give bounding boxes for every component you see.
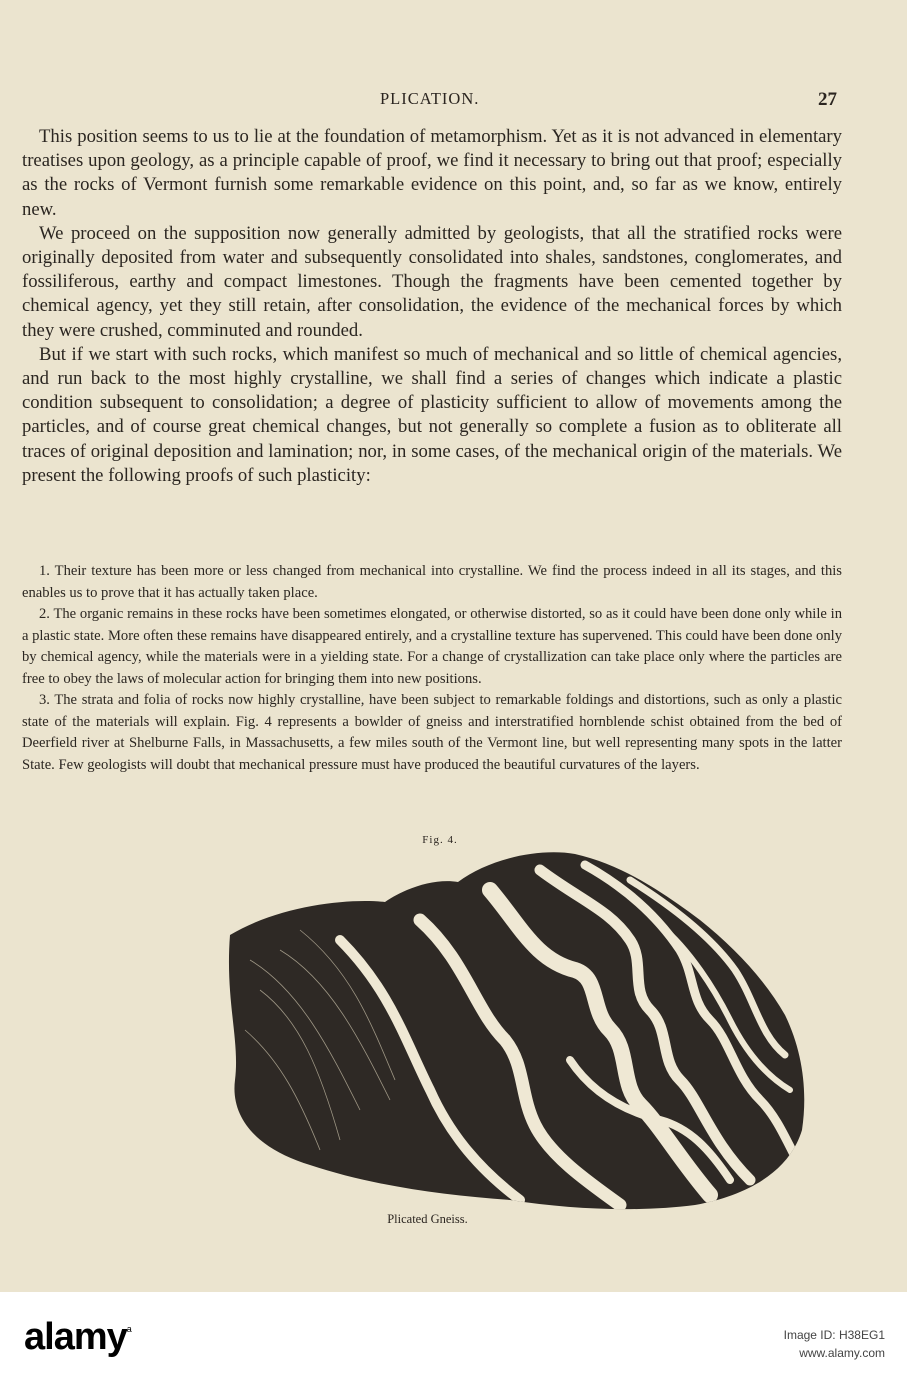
body-text [22, 125, 842, 488]
image-id: Image ID: H38EG1 [783, 1328, 885, 1342]
site-url: www.alamy.com [799, 1346, 885, 1360]
paragraph: We proceed on the supposition now generally admitted by geologists, that all the stratified rocks were originally deposited from water and subsequently consolidated into shales, sandstones, conglomerates, and fossiliferous, earthy and compact limestones. Though the fragments have been cemented together by chemical agency, yet they still retain, after consolidation, the evidence of the mechanical forces by which they were crushed, comminuted and rounded. [22, 222, 842, 341]
watermark-footer [0, 1292, 907, 1390]
paragraph: But if we start with such rocks, which manifest so much of mechanical and so little of chemical agencies, and run back to the most highly crystalline, we shall find a series of changes which indicate a plastic condition subsequent to consolidation; a degree of plasticity sufficient to allow of movements among the particles, and of course great chemical changes, but not generally so complete a fusion as to obliterate all traces of original deposition and lamination; nor, in some cases, of the mechanical origin of the materials. We present the following proofs of such plasticity: [22, 343, 842, 486]
alamy-logo-mark: a [126, 1324, 131, 1334]
alamy-logo-text: alamy [24, 1316, 127, 1358]
list-item: 1. Their texture has been more or less changed from mechanical into crystalline. We find the process indeed in all its stages, and this enables us to prove that it has actually taken place. [22, 563, 842, 601]
plicated-gneiss-illustration [190, 850, 830, 1210]
alamy-logo [24, 1316, 131, 1359]
figure-caption: Plicated Gneiss. [387, 1212, 468, 1226]
list-item: 2. The organic remains in these rocks have been sometimes elongated, or otherwise distorted, so as it could have been done only while in a plastic state. More often these remains have disappeared entirely, and a crystalline texture has supervened. This could have been done only by chemical agency, while the materials were in a yielding state. For a change of crystallization can take place only where the particles are free to obey the laws of molecular action for bringing them into new positions. [22, 606, 842, 687]
page-number: 27 [818, 89, 837, 110]
paragraph: This position seems to us to lie at the foundation of metamorphism. Yet as it is not advanced in elementary treatises upon geology, as a principle capable of proof, we find it necessary to bring out that proof; especially as the rocks of Vermont furnish some remarkable evidence on this point, and, so far as we know, entirely new. [22, 126, 842, 220]
list-item: 3. The strata and folia of rocks now highly crystalline, have been subject to remarkable foldings and distortions, such as only a plastic state of the materials will explain. Fig. 4 represents a bowlder of gneiss and interstratified hornblende schist obtained from the bed of Deerfield river at Shelburne Falls, in Massachusetts, a few miles south of the Vermont line, but well representing many spots in the latter State. Few geologists will doubt that mechanical pressure must have produced the beautiful curvatures of the layers. [22, 692, 842, 773]
footer-info [784, 1326, 885, 1362]
running-header-title: PLICATION. [380, 89, 480, 108]
figure-label: Fig. 4. [422, 834, 458, 846]
proofs-list [22, 561, 842, 776]
